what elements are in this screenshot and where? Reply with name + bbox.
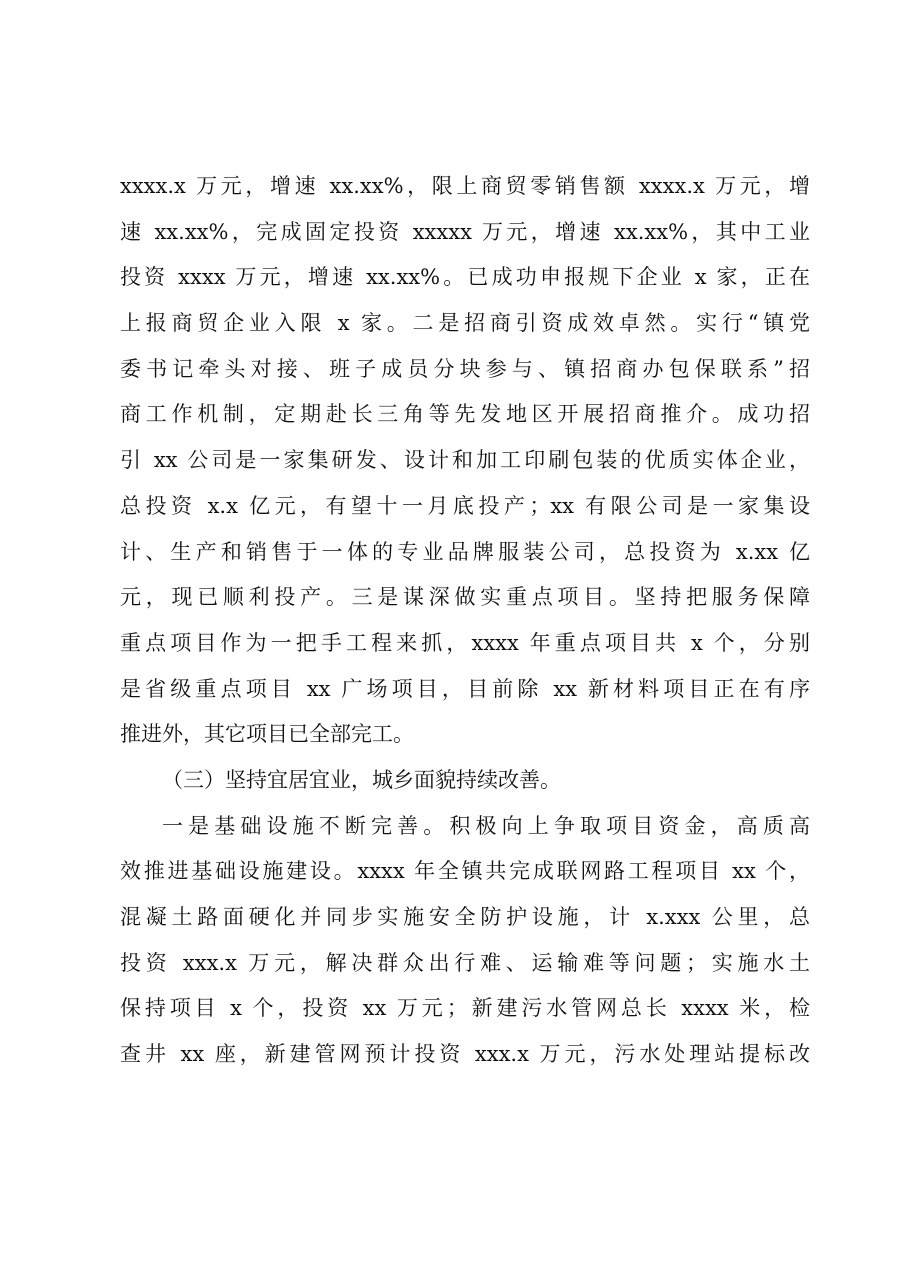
text-line: 是省级重点项目 xx 广场项目，目前除 xx 新材料项目正在有序 bbox=[120, 676, 810, 701]
text-line: 混凝土路面硬化并同步实施安全防护设施，计 x.xxx 公里，总 bbox=[120, 905, 810, 929]
text-line: 一是基础设施不断完善。积极向上争取项目资金，高质高 bbox=[162, 813, 810, 838]
text-line: 效推进基础设施建设。xxxx 年全镇共完成联网路工程项目 xx 个， bbox=[120, 859, 810, 884]
text-line: 总投资 x.x 亿元，有望十一月底投产；xx 有限公司是一家集设 bbox=[120, 493, 810, 518]
text-line: 计、生产和销售于一体的专业品牌服装公司，总投资为 x.xx 亿 bbox=[120, 539, 810, 564]
text-line: 引 xx 公司是一家集研发、设计和加工印刷包装的优质实体企业， bbox=[120, 448, 810, 473]
text-line: 元，现已顺利投产。三是谋深做实重点项目。坚持把服务保障 bbox=[120, 585, 810, 610]
text-line: 投资 xxx.x 万元，解决群众出行难、运输难等问题；实施水土 bbox=[120, 950, 810, 975]
text-line: 速 xx.xx%，完成固定投资 xxxxx 万元，增速 xx.xx%，其中工业 bbox=[120, 219, 810, 244]
text-line: xxxx.x 万元，增速 xx.xx%，限上商贸零销售额 xxxx.x 万元，增 bbox=[120, 174, 810, 198]
body-text bbox=[120, 164, 810, 1078]
text-line: 上报商贸企业入限 x 家。二是招商引资成效卓然。实行“镇党 bbox=[120, 311, 810, 336]
section-heading: （三）坚持宜居宜业，城乡面貌持续改善。 bbox=[162, 767, 561, 792]
text-line: 查井 xx 座，新建管网预计投资 xxx.x 万元，污水处理站提标改 bbox=[120, 1042, 810, 1067]
text-line: 推进外，其它项目已全部完工。 bbox=[120, 722, 414, 747]
text-line: 商工作机制，定期赴长三角等先发地区开展招商推介。成功招 bbox=[120, 402, 810, 427]
text-line: 投资 xxxx 万元，增速 xx.xx%。已成功申报规下企业 x 家，正在 bbox=[120, 265, 810, 290]
text-line: 委书记牵头对接、班子成员分块参与、镇招商办包保联系”招 bbox=[120, 356, 810, 381]
text-line: 重点项目作为一把手工程来抓，xxxx 年重点项目共 x 个，分别 bbox=[120, 630, 810, 655]
text-line: 保持项目 x 个，投资 xx 万元；新建污水管网总长 xxxx 米，检 bbox=[120, 996, 810, 1021]
